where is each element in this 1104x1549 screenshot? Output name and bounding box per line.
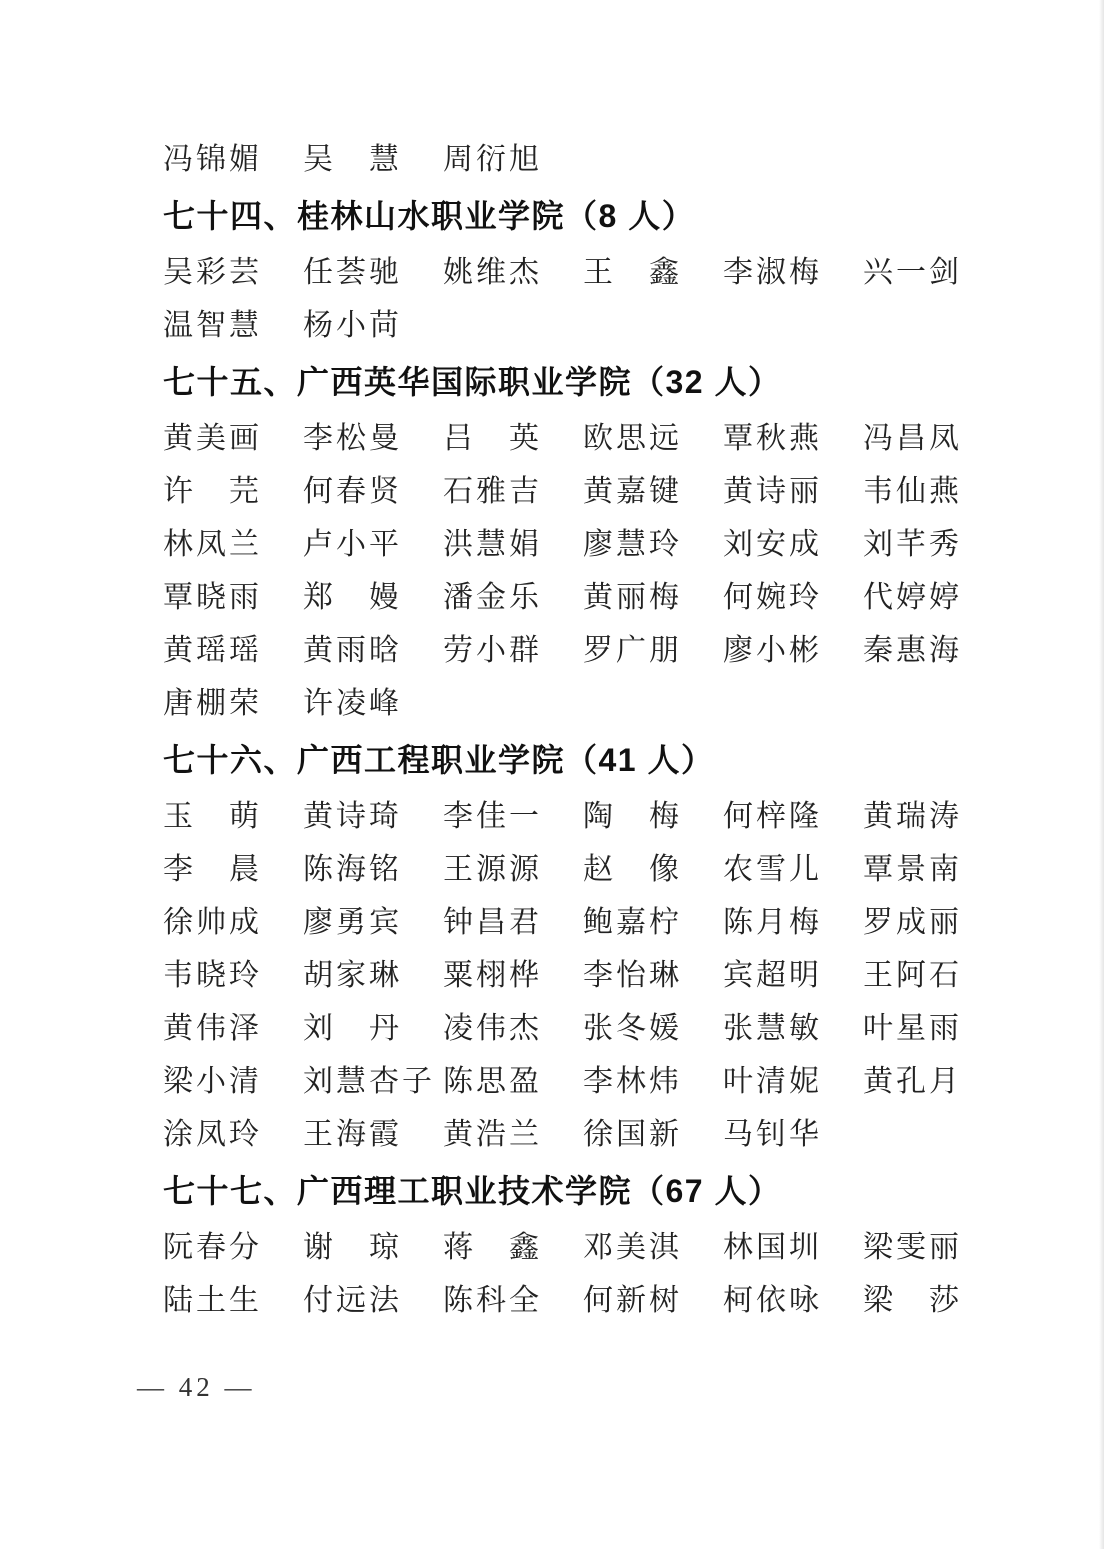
person-name: 陆土生	[163, 1284, 262, 1317]
person-name: 叶清妮	[723, 1065, 822, 1098]
person-name: 冯锦媚	[163, 143, 262, 176]
person-name: 林国圳	[723, 1231, 822, 1264]
name-row	[163, 465, 993, 518]
person-name: 卢小平	[303, 528, 402, 561]
person-name: 姚维杰	[443, 256, 542, 289]
page-number: — 42 —	[137, 1372, 256, 1402]
person-name: 粟栩桦	[443, 959, 542, 992]
person-name: 农雪儿	[723, 853, 822, 886]
name-row	[163, 1221, 993, 1274]
person-name: 冯昌凤	[863, 422, 962, 455]
name-row	[163, 412, 993, 465]
person-name: 刘 丹	[303, 1012, 402, 1045]
person-name: 吕 英	[443, 422, 542, 455]
person-name: 谢 琼	[303, 1231, 402, 1264]
name-row	[163, 790, 993, 843]
person-name: 廖慧玲	[583, 528, 682, 561]
person-name: 赵 像	[583, 853, 682, 886]
person-name: 宾超明	[723, 959, 822, 992]
person-name: 廖小彬	[723, 634, 822, 667]
person-name: 黄丽梅	[583, 581, 682, 614]
person-name: 黄嘉键	[583, 475, 682, 508]
name-row	[163, 246, 993, 299]
person-name: 李林炜	[583, 1065, 682, 1098]
person-name: 覃秋燕	[723, 422, 822, 455]
person-name: 陈月梅	[723, 906, 822, 939]
person-name: 叶星雨	[863, 1012, 962, 1045]
name-row	[163, 949, 993, 1002]
person-name: 黄瑞涛	[863, 800, 962, 833]
person-name: 黄瑶瑶	[163, 634, 262, 667]
name-row	[163, 1274, 993, 1327]
person-name: 许 芫	[163, 475, 262, 508]
person-name: 罗成丽	[863, 906, 962, 939]
person-name: 马钊华	[723, 1118, 822, 1151]
person-name: 王 鑫	[583, 256, 682, 289]
person-name: 邓美淇	[583, 1231, 682, 1264]
person-name: 林凤兰	[163, 528, 262, 561]
person-name: 黄诗琦	[303, 800, 402, 833]
person-name: 王海霞	[303, 1118, 402, 1151]
name-row	[163, 677, 993, 730]
person-name: 蒋 鑫	[443, 1231, 542, 1264]
person-name: 王阿石	[863, 959, 962, 992]
person-name: 梁小清	[163, 1065, 262, 1098]
person-name: 黄浩兰	[443, 1118, 542, 1151]
person-name: 任荟驰	[303, 256, 402, 289]
person-name: 柯依咏	[723, 1284, 822, 1317]
person-name: 何梓隆	[723, 800, 822, 833]
section-heading: 七十四、桂林山水职业学院（8 人）	[163, 198, 696, 234]
name-row	[163, 896, 993, 949]
person-name: 黄孔月	[863, 1065, 962, 1098]
person-name: 玉 萌	[163, 800, 262, 833]
person-name: 唐棚荣	[163, 687, 262, 720]
person-name: 温智慧	[163, 309, 262, 342]
name-row	[163, 299, 993, 352]
person-name: 钟昌君	[443, 906, 542, 939]
section-heading: 七十七、广西理工职业技术学院（67 人）	[163, 1173, 782, 1209]
person-name: 黄诗丽	[723, 475, 822, 508]
person-name: 胡家琳	[303, 959, 402, 992]
section-heading: 七十五、广西英华国际职业学院（32 人）	[163, 364, 782, 400]
person-name: 黄美画	[163, 422, 262, 455]
name-row	[163, 1055, 993, 1108]
person-name: 李淑梅	[723, 256, 822, 289]
person-name: 黄雨晗	[303, 634, 402, 667]
person-name: 徐帅成	[163, 906, 262, 939]
person-name: 吴彩芸	[163, 256, 262, 289]
person-name: 王源源	[443, 853, 542, 886]
person-name: 韦晓玲	[163, 959, 262, 992]
name-row	[163, 1002, 993, 1055]
person-name: 罗广朋	[583, 634, 682, 667]
person-name: 吴 慧	[303, 143, 402, 176]
person-name: 杨小苘	[303, 309, 402, 342]
name-row	[163, 843, 993, 896]
name-row	[163, 571, 993, 624]
person-name: 刘芊秀	[863, 528, 962, 561]
person-name: 何婉玲	[723, 581, 822, 614]
person-name: 覃晓雨	[163, 581, 262, 614]
person-name: 秦惠海	[863, 634, 962, 667]
person-name: 刘慧杏子	[303, 1065, 435, 1098]
person-name: 郑 嫚	[303, 581, 402, 614]
person-name: 许凌峰	[303, 687, 402, 720]
person-name: 潘金乐	[443, 581, 542, 614]
person-name: 何新树	[583, 1284, 682, 1317]
person-name: 欧思远	[583, 422, 682, 455]
person-name: 陈思盈	[443, 1065, 542, 1098]
name-row	[163, 518, 993, 571]
person-name: 梁雯丽	[863, 1231, 962, 1264]
person-name: 何春贤	[303, 475, 402, 508]
person-name: 陶 梅	[583, 800, 682, 833]
document-content	[163, 133, 993, 1327]
person-name: 梁 莎	[863, 1284, 962, 1317]
section-heading: 七十六、广西工程职业学院（41 人）	[163, 742, 715, 778]
person-name: 凌伟杰	[443, 1012, 542, 1045]
person-name: 黄伟泽	[163, 1012, 262, 1045]
person-name: 徐国新	[583, 1118, 682, 1151]
person-name: 陈海铭	[303, 853, 402, 886]
person-name: 劳小群	[443, 634, 542, 667]
person-name: 兴一剑	[863, 256, 962, 289]
person-name: 陈科全	[443, 1284, 542, 1317]
person-name: 李松曼	[303, 422, 402, 455]
person-name: 李佳一	[443, 800, 542, 833]
person-name: 廖勇宾	[303, 906, 402, 939]
person-name: 石雅吉	[443, 475, 542, 508]
name-row	[163, 624, 993, 677]
person-name: 涂凤玲	[163, 1118, 262, 1151]
person-name: 韦仙燕	[863, 475, 962, 508]
person-name: 李怡琳	[583, 959, 682, 992]
person-name: 付远法	[303, 1284, 402, 1317]
person-name: 张慧敏	[723, 1012, 822, 1045]
person-name: 李 晨	[163, 853, 262, 886]
person-name: 代婷婷	[863, 581, 962, 614]
person-name: 刘安成	[723, 528, 822, 561]
name-row	[163, 1108, 993, 1161]
person-name: 洪慧娟	[443, 528, 542, 561]
person-name: 阮春分	[163, 1231, 262, 1264]
person-name: 鲍嘉柠	[583, 906, 682, 939]
person-name: 覃景南	[863, 853, 962, 886]
person-name: 周衍旭	[443, 143, 542, 176]
person-name: 张冬媛	[583, 1012, 682, 1045]
name-row	[163, 133, 993, 186]
